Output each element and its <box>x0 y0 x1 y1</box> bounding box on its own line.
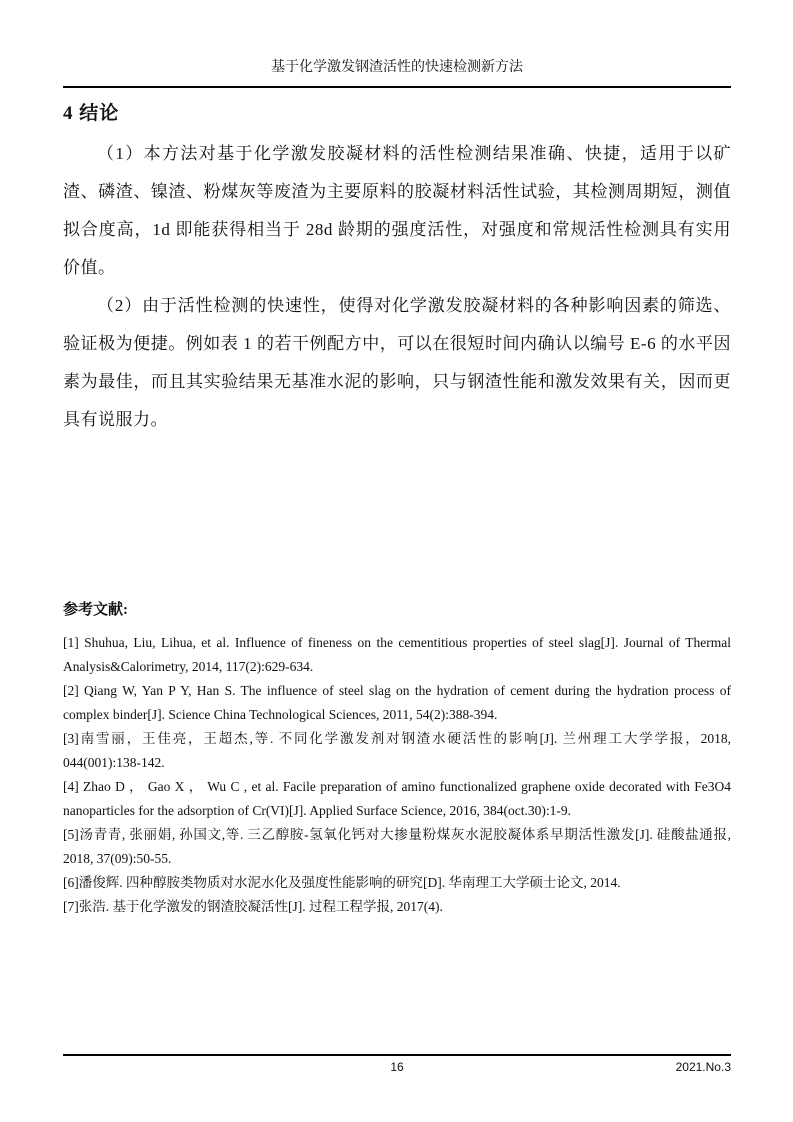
running-header <box>63 58 731 88</box>
reference-item-5: [5]汤青青, 张丽娟, 孙国文,等. 三乙醇胺-氢氧化钙对大掺量粉煤灰水泥胶凝体系早期活性激发[J]. 硅酸盐通报, 2018, 37(09):50-55. <box>63 827 731 866</box>
references-list <box>63 631 731 919</box>
conclusion-paragraph-2: （2）由于活性检测的快速性，使得对化学激发胶凝材料的各种影响因素的筛选、验证极为便捷。例如表 1 的若干例配方中，可以在很短时间内确认以编号 E-6 的水平因素为最佳，而且其实验结果无基准水泥的影响，只与钢渣性能和激发效果有关，因而更具有说服力。 <box>63 296 731 429</box>
footer-row <box>63 1058 731 1078</box>
reference-item-2: [2] Qiang W, Yan P Y, Han S. The influence of steel slag on the hydration of cement during the hydration process of complex binder[J]. Science China Technological Sciences, 2011, 54(2):388-394. <box>63 683 731 722</box>
reference-item-7: [7]张浩. 基于化学激发的钢渣胶凝活性[J]. 过程工程学报, 2017(4). <box>63 899 443 914</box>
section-heading: 4 结论 <box>63 103 120 124</box>
page-number: 16 <box>390 1060 404 1074</box>
running-title: 基于化学激发钢渣活性的快速检测新方法 <box>271 60 523 75</box>
page-content <box>63 88 731 919</box>
reference-item-6: [6]潘俊辉. 四种醇胺类物质对水泥水化及强度性能影响的研究[D]. 华南理工大学硕士论文, 2014. <box>63 875 621 890</box>
reference-item-4: [4] Zhao D ， Gao X ， Wu C , et al. Facile preparation of amino functionalized graphene oxide decorated with Fe3O4 nanoparticles for the adsorption of Cr(VI)[J]. Applied Surface Science, 2016, 384(oct.30):1-9. <box>63 779 731 818</box>
page-footer <box>63 1054 731 1078</box>
issue-label: 2021.No.3 <box>675 1060 731 1074</box>
references-section <box>63 599 731 919</box>
reference-item-3: [3]南雪丽，王佳亮，王超杰,等. 不同化学激发剂对钢渣水硬活性的影响[J]. 兰州理工大学学报，2018, 044(001):138-142. <box>63 731 731 770</box>
references-heading: 参考文献: <box>63 602 128 618</box>
conclusion-paragraph-1: （1）本方法对基于化学激发胶凝材料的活性检测结果准确、快捷，适用于以矿渣、磷渣、镍渣、粉煤灰等废渣为主要原料的胶凝材料活性试验，其检测周期短，测值拟合度高，1d 即能获得相当于 28d 龄期的强度活性，对强度和常规活性检测具有实用价值。 <box>63 144 731 277</box>
reference-item-1: [1] Shuhua, Liu, Lihua, et al. Influence of fineness on the cementitious properties of steel slag[J]. Journal of Thermal Analysis&Calorimetry, 2014, 117(2):629-634. <box>63 635 731 674</box>
